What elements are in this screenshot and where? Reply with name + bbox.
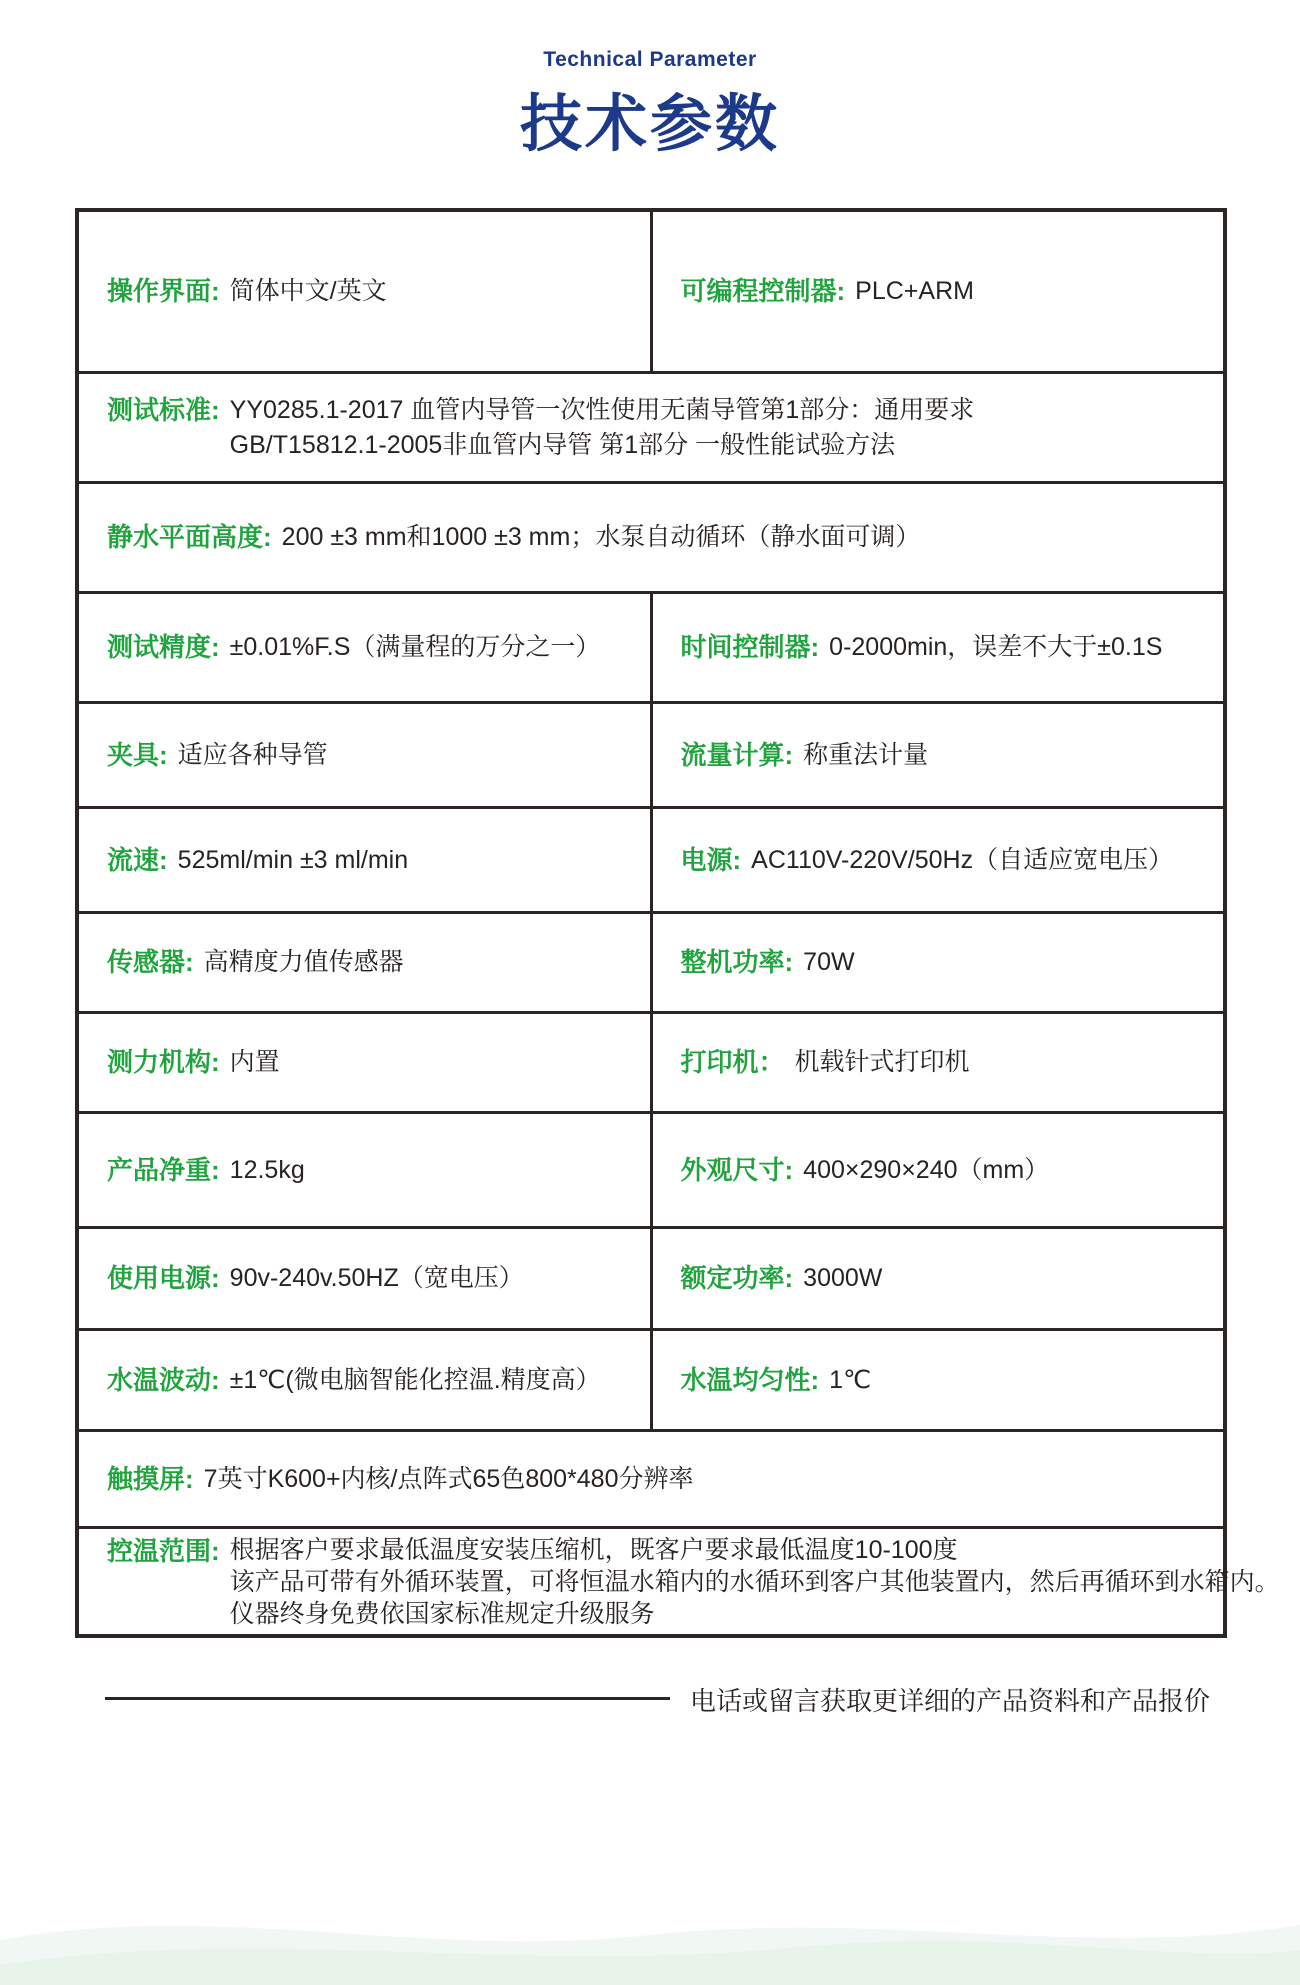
spec-value-line: 根据客户要求最低温度安装压缩机，既客户要求最低温度10-100度 [229,1535,958,1564]
spec-cell [79,1114,650,1226]
spec-label: 传感器: [107,947,194,977]
spec-label: 测力机构: [107,1047,220,1077]
spec-row [79,1529,1280,1634]
spec-cell [79,594,650,701]
spec-row [79,212,1223,374]
spec-value: 90v-240v.50HZ（宽电压） [229,1264,524,1292]
spec-label: 可编程控制器: [680,276,846,306]
spec-row [79,914,1223,1014]
spec-row [79,809,1223,914]
spec-cell [79,1529,1294,1634]
spec-value: 1℃ [829,1365,872,1394]
spec-table [75,208,1280,1638]
spec-label: 整机功率: [680,947,794,977]
spec-row [79,594,1223,704]
spec-value [230,393,975,463]
spec-value-line: 该产品可带有外循环装置，可将恒温水箱内的水循环到客户其他装置内，然后再循环到水箱内。 [229,1567,1280,1596]
spec-cell [79,374,1223,481]
spec-value-line: 仪器终身免费依国家标准规定升级服务 [229,1599,655,1628]
spec-value-line: 7英寸K600+内核/点阵式65色800*480分辨率 [203,1464,694,1493]
spec-value: 称重法计量 [803,740,929,769]
spec-value: ±0.01%F.S（满量程的万分之一） [229,633,601,661]
spec-label: 使用电源: [107,1263,220,1293]
spec-row [79,484,1223,594]
spec-label: 产品净重: [107,1154,220,1185]
spec-row [79,1229,1223,1331]
spec-value: 0-2000min，误差不大于±0.1S [829,633,1163,661]
spec-label: 时间控制器: [680,632,820,662]
spec-cell [79,1229,650,1328]
spec-row [79,374,1223,484]
spec-label: 测试标准: [107,394,220,425]
spec-label: 水温波动: [107,1364,220,1395]
spec-cell [650,809,1224,911]
spec-value: 机载针式打印机 [794,1048,970,1076]
spec-value: AC110V-220V/50Hz（自适应宽电压） [751,845,1174,874]
spec-cell [79,914,650,1011]
spec-value [204,1462,694,1497]
spec-value [282,520,921,555]
bottom-wave-decoration [0,1865,1300,1985]
spec-cell [650,1331,1224,1429]
spec-cell [79,1014,650,1111]
spec-value: 高精度力值传感器 [203,948,404,976]
spec-cell [79,1432,1223,1526]
spec-label: 测试精度: [107,632,220,662]
spec-label: 静水平面高度: [107,522,272,552]
spec-label: 夹具: [107,739,168,770]
spec-value: 525ml/min ±3 ml/min [177,845,409,874]
spec-cell [79,484,1223,591]
spec-label: 电源: [680,844,742,875]
spec-label: 操作界面: [107,276,220,306]
spec-value [230,1534,1280,1630]
spec-cell [650,1229,1224,1328]
spec-label: 流速: [107,844,168,875]
spec-cell [79,809,650,911]
spec-value: 内置 [229,1048,280,1076]
spec-value: 70W [803,948,855,976]
spec-cell [650,914,1224,1011]
spec-label: 控温范围: [107,1535,220,1566]
spec-label: 额定功率: [680,1263,794,1293]
spec-cell [650,1114,1224,1226]
spec-value-line: GB/T15812.1-2005非血管内导管 第1部分 一般性能试验方法 [229,430,896,459]
page-title: 技术参数 [519,90,780,159]
header-subtitle: Technical Parameter [543,48,757,71]
spec-label: 水温均匀性: [680,1364,820,1395]
spec-row [79,1114,1223,1229]
spec-cell [79,704,650,806]
spec-row [79,1014,1223,1114]
spec-cell [650,594,1224,701]
spec-cell [650,212,1224,371]
spec-value-line: 200 ±3 mm和1000 ±3 mm；水泵自动循环（静水面可调） [281,523,921,551]
spec-cell [650,1014,1224,1111]
spec-value: 400×290×240（mm） [803,1155,1050,1184]
spec-label: 外观尺寸: [680,1154,794,1185]
spec-label: 流量计算: [680,739,794,770]
spec-cell [79,212,650,371]
spec-row [79,1432,1223,1529]
spec-value: 3000W [803,1264,883,1292]
spec-row [79,704,1223,809]
spec-value: 简体中文/英文 [229,277,387,305]
spec-value: 12.5kg [229,1155,305,1184]
spec-label: 触摸屏: [107,1463,194,1494]
spec-value: PLC+ARM [855,277,974,305]
spec-value: ±1℃(微电脑智能化控温.精度高） [229,1365,601,1394]
spec-row [79,1331,1223,1432]
spec-value: 适应各种导管 [177,740,328,769]
footer-divider [105,1697,670,1700]
spec-value-line: YY0285.1-2017 血管内导管一次性使用无菌导管第1部分：通用要求 [229,395,975,424]
spec-cell [650,704,1224,806]
spec-cell [79,1331,650,1429]
spec-label: 打印机： [680,1047,785,1077]
footer-note: 电话或留言获取更详细的产品资料和产品报价 [690,1686,1211,1716]
